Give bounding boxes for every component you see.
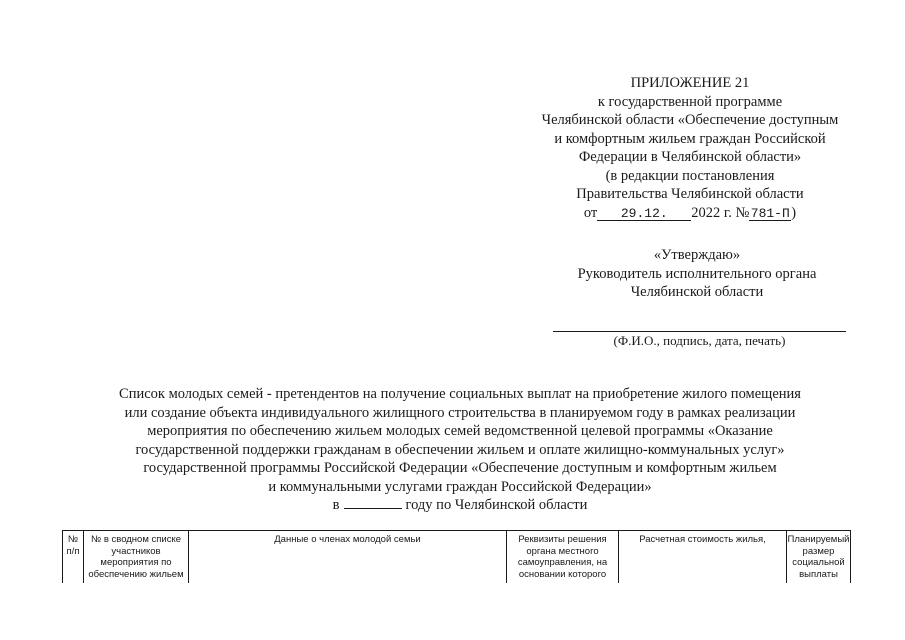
title-line: мероприятия по обеспечению жильем молодых семей ведомственной целевой программы «Оказание bbox=[147, 423, 773, 439]
title-line: или создание объекта индивидуального жилищного строительства в планируемом году в рамках реализации bbox=[124, 404, 796, 421]
date-prefix: от bbox=[583, 204, 598, 221]
resolution-number: 781-П bbox=[750, 205, 790, 221]
resolution-year: 2022 г. № bbox=[691, 204, 750, 221]
appendix-line: Челябинской области «Обеспечение доступным bbox=[541, 112, 839, 128]
year-blank bbox=[344, 496, 402, 509]
col-estimated-cost: Расчетная стоимость жилья, bbox=[619, 531, 787, 583]
title-line: государственной программы Российской Федерации «Обеспечение доступным и комфортным жильем bbox=[143, 460, 777, 476]
appendix-line: Федерации в Челябинской области» bbox=[578, 149, 802, 165]
appendix-line: к государственной программе bbox=[597, 93, 783, 110]
resolution-date: 29.12. bbox=[597, 207, 691, 221]
year-suffix: году по Челябинской области bbox=[405, 497, 588, 513]
families-table-header bbox=[62, 530, 851, 583]
appendix-line: Правительства Челябинской области bbox=[576, 186, 804, 202]
appendix-title: ПРИЛОЖЕНИЕ 21 bbox=[630, 75, 750, 91]
title-year-line bbox=[40, 496, 880, 515]
title-line: и коммунальными услугами граждан Российской Федерации» bbox=[268, 478, 652, 495]
signature-line bbox=[553, 331, 846, 332]
approval-line: Руководитель исполнительного органа bbox=[577, 265, 817, 282]
appendix-line: (в редакции постановления bbox=[605, 167, 775, 184]
col-planned-payment: Планируемый размер социальной выплаты bbox=[787, 534, 850, 580]
col-number: № п/п bbox=[63, 531, 84, 583]
col-family-members: Данные о членах молодой семьи bbox=[189, 531, 507, 583]
appendix-header bbox=[500, 74, 880, 222]
closing-paren: ) bbox=[791, 204, 797, 221]
approval-block bbox=[548, 246, 846, 302]
col-consolidated-list-number: № в сводном списке участников мероприятия по обеспечению жильем bbox=[84, 531, 189, 583]
title-line: Список молодых семей - претендентов на получение социальных выплат на приобретение жилого помещения bbox=[119, 386, 801, 402]
approval-line: Челябинской области bbox=[630, 284, 764, 300]
signature-caption: (Ф.И.О., подпись, дата, печать) bbox=[613, 333, 786, 348]
year-prefix: в bbox=[332, 497, 340, 513]
document-title bbox=[40, 385, 880, 515]
approval-title: «Утверждаю» bbox=[653, 247, 741, 263]
resolution-date-line bbox=[500, 204, 880, 223]
appendix-line: и комфортным жильем граждан Российской bbox=[554, 130, 826, 147]
col-decision-details: Реквизиты решения органа местного самоуправления, на основании которого bbox=[507, 531, 619, 583]
title-line: государственной поддержки гражданам в обеспечении жильем и оплате жилищно-коммунальных услуг» bbox=[135, 441, 785, 458]
